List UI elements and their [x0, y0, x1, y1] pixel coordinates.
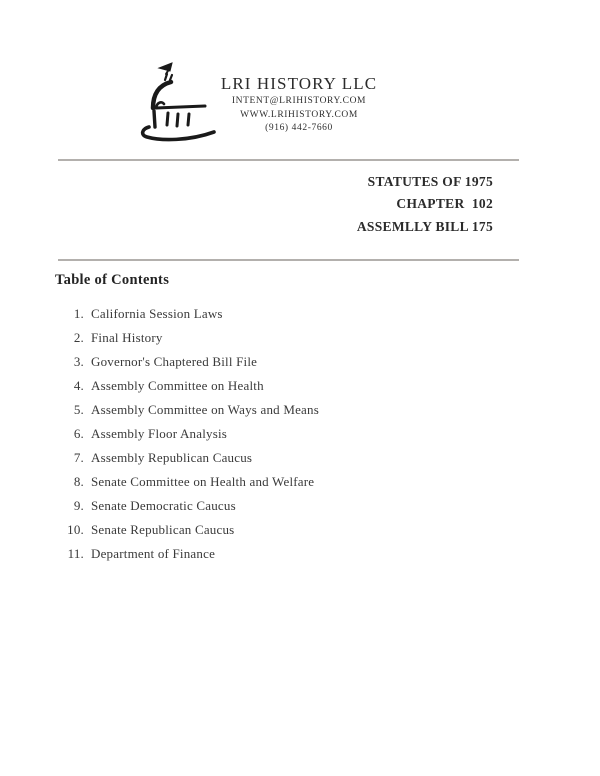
- toc-item: [0, 422, 600, 446]
- toc-item: [0, 302, 600, 326]
- toc-item-number: 7.: [73, 450, 84, 465]
- toc-item-number: 8.: [73, 474, 84, 489]
- reference-line: CHAPTER 102: [396, 196, 493, 212]
- toc-item: [0, 542, 600, 566]
- reference-block: [357, 171, 493, 238]
- toc-item: [0, 470, 600, 494]
- toc-item: [0, 518, 600, 542]
- toc-item: [0, 350, 600, 374]
- toc-item-number: 4.: [73, 378, 84, 393]
- toc-item-label: Senate Democratic Caucus: [91, 498, 236, 513]
- toc-list: [0, 302, 600, 566]
- company-website: WWW.LRIHISTORY.COM: [240, 109, 358, 120]
- toc-item-label: California Session Laws: [91, 306, 223, 321]
- toc-item: [0, 446, 600, 470]
- toc-item-number: 3.: [73, 354, 84, 369]
- toc-item: [0, 494, 600, 518]
- toc-item-number: 5.: [73, 402, 84, 417]
- company-phone: (916) 442-7660: [265, 123, 333, 133]
- toc-item-label: Assembly Committee on Health: [91, 378, 264, 393]
- toc-item: [0, 398, 600, 422]
- toc-item-label: Senate Committee on Health and Welfare: [91, 474, 315, 489]
- toc-item-label: Final History: [91, 330, 163, 345]
- toc-item-label: Senate Republican Caucus: [91, 522, 235, 537]
- reference-line: STATUTES OF 1975: [367, 174, 493, 189]
- reference-line: ASSEMLLY BILL 175: [356, 218, 493, 234]
- toc-item-number: 6.: [73, 426, 84, 441]
- toc-item-label: Governor's Chaptered Bill File: [91, 354, 258, 369]
- letterhead-text: [188, 73, 410, 136]
- company-name: LRI HISTORY LLC: [220, 74, 378, 93]
- toc-item-number: 9.: [73, 498, 84, 513]
- toc-item-number: 11.: [67, 546, 84, 561]
- toc-item-number: 2.: [73, 330, 84, 345]
- toc-item-label: Assembly Republican Caucus: [91, 450, 253, 465]
- toc-item-label: Department of Finance: [91, 546, 216, 561]
- toc-item-number: 1.: [73, 306, 84, 321]
- toc-item-number: 10.: [67, 522, 84, 537]
- toc-item-label: Assembly Committee on Ways and Means: [91, 402, 319, 417]
- toc-item-label: Assembly Floor Analysis: [91, 426, 228, 441]
- toc-item: [0, 374, 600, 398]
- company-email: INTENT@LRIHISTORY.COM: [231, 96, 367, 106]
- divider-top: [58, 159, 519, 161]
- toc-item: [0, 326, 600, 350]
- toc-heading: Table of Contents: [55, 272, 170, 288]
- divider-bottom: [58, 259, 519, 261]
